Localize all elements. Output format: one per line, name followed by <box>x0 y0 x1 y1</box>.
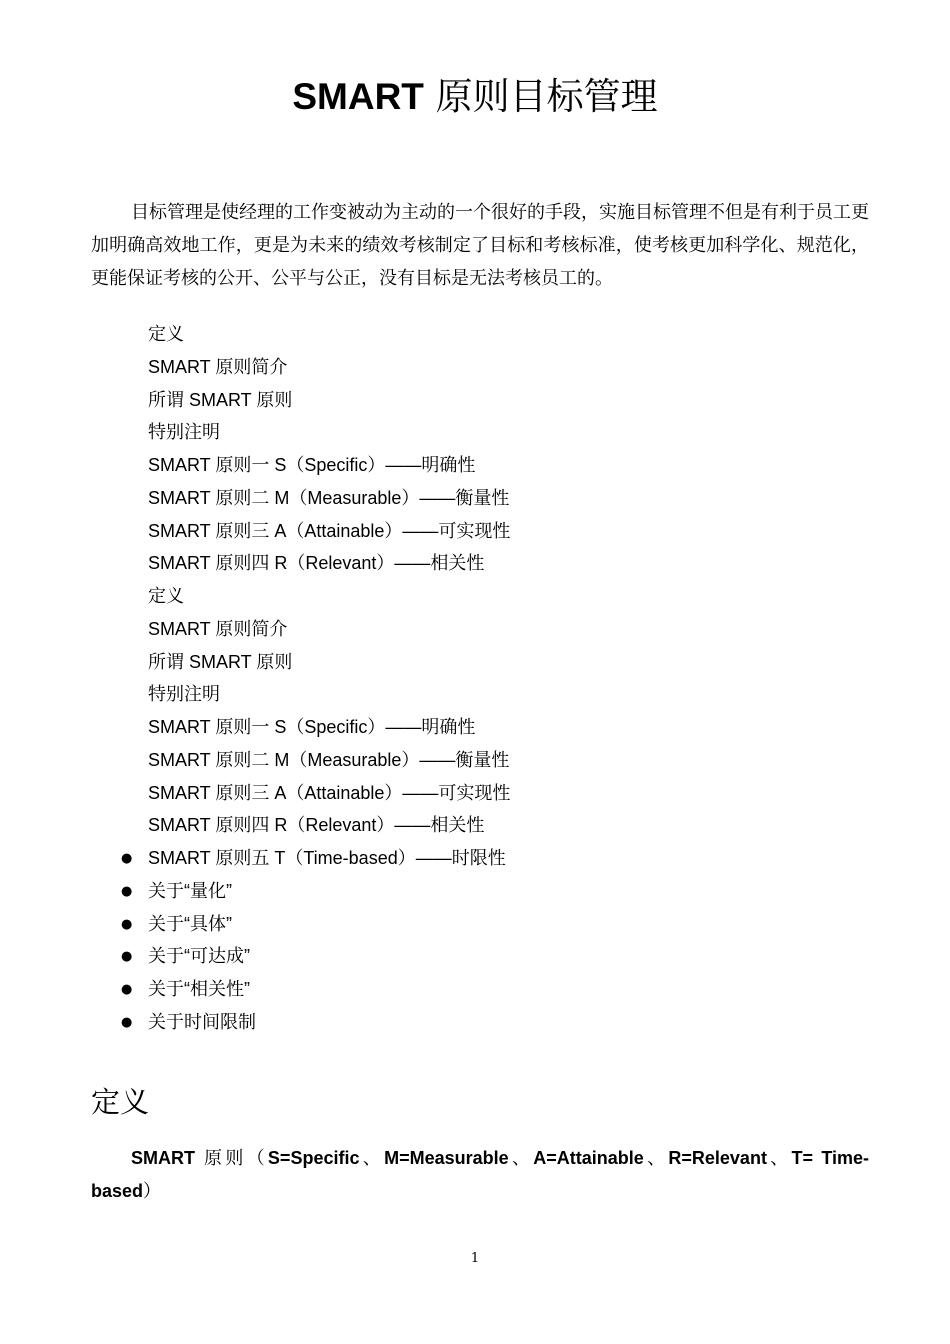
definition-part: ） <box>143 1181 162 1202</box>
table-of-contents <box>121 318 511 1039</box>
toc-item[interactable] <box>148 482 510 515</box>
toc-item[interactable] <box>148 777 510 810</box>
toc-item-label: SMART 原则二 M（Measurable）——衡量性 <box>148 487 510 508</box>
toc-item[interactable] <box>148 580 510 613</box>
toc-item-label: SMART 原则四 R（Relevant）——相关性 <box>148 553 485 574</box>
bullet-icon: ● <box>121 916 133 932</box>
toc-item-label: SMART 原则三 A（Attainable）——可实现性 <box>148 520 511 541</box>
toc-item-label: SMART 原则四 R（Relevant）——相关性 <box>148 815 485 836</box>
title-cjk: 原则目标管理 <box>423 75 658 118</box>
toc-item[interactable] <box>148 678 510 711</box>
toc-item-label: SMART 原则三 A（Attainable）——可实现性 <box>148 782 511 803</box>
definition-part: 原则（ <box>195 1148 268 1169</box>
toc-item[interactable] <box>148 416 510 449</box>
toc-item-label: 所谓 SMART 原则 <box>148 651 293 672</box>
section-heading-definition: 定义 <box>91 1085 150 1119</box>
toc-item-label: SMART 原则一 S（Specific）——明确性 <box>148 455 476 475</box>
toc-item[interactable] <box>148 515 510 548</box>
toc-item[interactable] <box>121 875 510 908</box>
toc-item[interactable] <box>121 940 510 973</box>
bullet-icon: ● <box>121 982 133 997</box>
title-latin: SMART <box>292 76 424 117</box>
definition-part: 、 <box>766 1148 792 1169</box>
toc-item-label: 关于“具体” <box>148 913 232 934</box>
definition-part: SMART <box>131 1148 195 1168</box>
toc-item[interactable] <box>148 351 510 384</box>
toc-item[interactable] <box>148 809 510 842</box>
definition-paragraph <box>91 1142 869 1208</box>
toc-item-label: 关于“可达成” <box>148 946 250 967</box>
bullet-icon: ● <box>121 851 133 866</box>
toc-item[interactable] <box>148 318 510 351</box>
toc-item[interactable] <box>148 744 510 777</box>
toc-item-label: SMART 原则简介 <box>148 356 288 377</box>
toc-item-label: 关于“量化” <box>148 880 232 901</box>
toc-item[interactable] <box>148 711 510 744</box>
definition-part: A=Attainable <box>533 1148 644 1168</box>
toc-item[interactable] <box>148 547 510 580</box>
definition-part: S=Specific <box>267 1148 360 1168</box>
toc-item[interactable] <box>148 646 510 679</box>
definition-part: 、 <box>508 1148 534 1169</box>
intro-paragraph: 目标管理是使经理的工作变被动为主动的一个很好的手段，实施目标管理不但是有利于员工更加明确高效地工作，更是为未来的绩效考核制定了目标和考核标准，使考核更加科学化、规范化，更能保证考核的公开、公平与公正，没有目标是无法考核员工的。 <box>91 202 869 289</box>
toc-item-label: 定义 <box>148 586 184 606</box>
toc-item[interactable] <box>148 449 510 482</box>
page-number: 1 <box>470 1251 480 1266</box>
toc-item[interactable] <box>121 1006 510 1039</box>
bullet-icon: ● <box>121 949 133 965</box>
bullet-icon: ● <box>121 1014 133 1030</box>
bullet-icon: ● <box>121 883 133 899</box>
definition-part: T= Time-based <box>91 1148 870 1201</box>
toc-item-label: 所谓 SMART 原则 <box>148 389 293 410</box>
toc-item-label: 特别注明 <box>148 684 220 705</box>
toc-item[interactable] <box>121 908 510 941</box>
toc-item-label: SMART 原则五 T（Time-based）——时限性 <box>148 848 506 868</box>
toc-item[interactable] <box>148 384 510 417</box>
toc-item-label: SMART 原则一 S（Specific）——明确性 <box>148 717 476 737</box>
document-title <box>0 74 950 120</box>
toc-item-label: SMART 原则简介 <box>148 618 288 639</box>
toc-item-label: SMART 原则二 M（Measurable）——衡量性 <box>148 749 510 770</box>
toc-item-label: 关于时间限制 <box>148 1011 256 1032</box>
toc-item[interactable] <box>121 973 510 1006</box>
definition-part: 、 <box>359 1148 385 1169</box>
definition-part: R=Relevant <box>668 1148 767 1168</box>
toc-item[interactable] <box>148 613 510 646</box>
toc-item-label: 定义 <box>148 324 184 344</box>
definition-part: 、 <box>643 1148 669 1169</box>
toc-item-label: 特别注明 <box>148 422 220 443</box>
toc-item-label: 关于“相关性” <box>148 979 250 999</box>
definition-part: M=Measurable <box>384 1148 509 1168</box>
toc-item[interactable] <box>121 842 510 875</box>
